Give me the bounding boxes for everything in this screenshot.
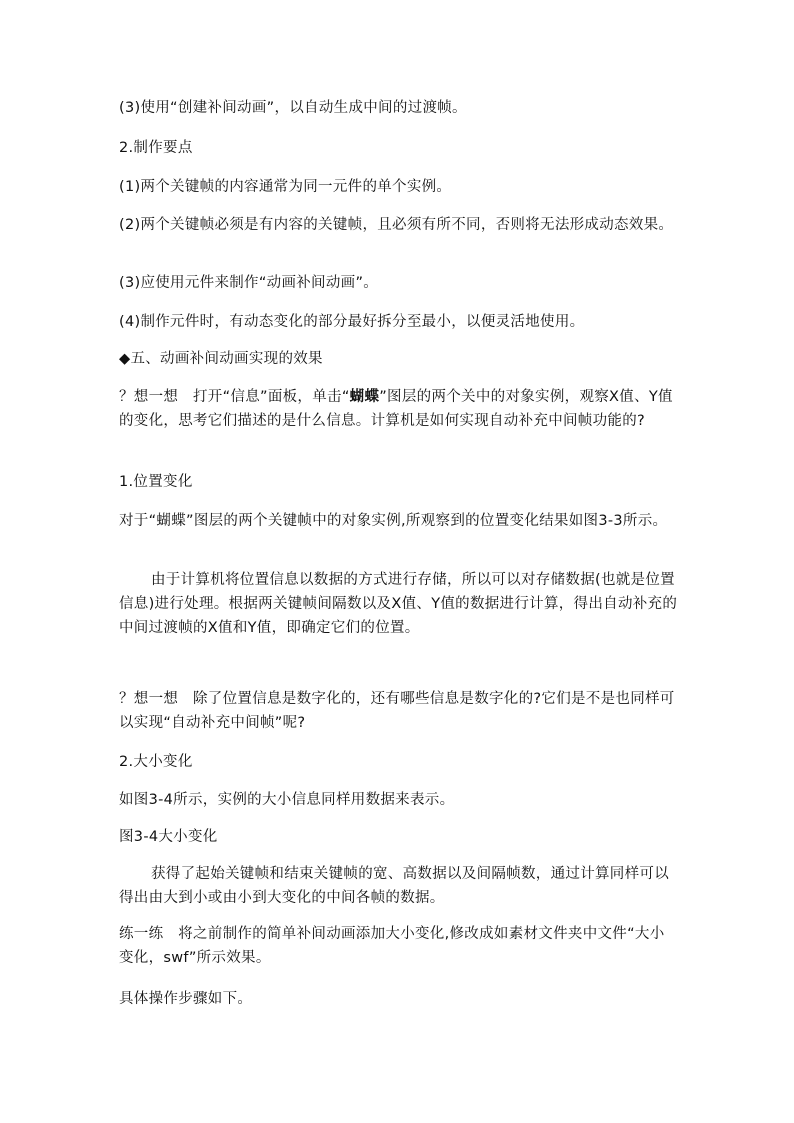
think-1-text-c: ”图层的两个关中的对象实例，观察X值、Y值的变化，思考它们描述的是什么信息。计算机是如何实现自动补充中间帧功能的? bbox=[119, 389, 673, 429]
paragraph-step-3: (3)使用“创建补间动画”，以自动生成中间的过渡帧。 bbox=[119, 100, 467, 116]
paragraph-point-2: (2)两个关键帧必须是有内容的关键帧，且必须有所不同，否则将无法形成动态效果。 bbox=[119, 217, 674, 233]
paragraph-position-result: 对于“蝴蝶”图层的两个关键帧中的对象实例,所观察到的位置变化结果如图3-3所示。 bbox=[119, 513, 668, 529]
paragraph-position-explain: 由于计算机将位置信息以数据的方式进行存储，所以可以对存储数据(也就是位置信息)进行处理。根据两关键帧间隔数以及X值、Y值的数据进行计算，得出自动补充的中间过渡帧的X值和Y值，即确定它们的位置。 bbox=[119, 572, 678, 636]
section-heading-five: ◆五、动画补间动画实现的效果 bbox=[119, 351, 323, 367]
heading-key-points: 2.制作要点 bbox=[119, 140, 193, 156]
think-1-text-a: ？想一想 打开“信息”面板，单击“ bbox=[119, 389, 350, 405]
paragraph-size-explain: 获得了起始关键帧和结束关键帧的宽、高数据以及间隔帧数，通过计算同样可以得出由大到小或由小到大变化的中间各帧的数据。 bbox=[119, 866, 669, 906]
figure-caption-3-4: 图3-4大小变化 bbox=[119, 829, 218, 845]
paragraph-think-1 bbox=[119, 385, 679, 433]
heading-size-change: 2.大小变化 bbox=[119, 754, 193, 770]
paragraph-point-4: (4)制作元件时，有动态变化的部分最好拆分至最小，以便灵活地使用。 bbox=[119, 314, 585, 330]
paragraph-point-3: (3)应使用元件来制作“动画补间动画”。 bbox=[119, 275, 379, 291]
paragraph-think-2: ？想一想 除了位置信息是数字化的，还有哪些信息是数字化的?它们是不是也同样可以实现“自动补充中间帧”呢? bbox=[119, 691, 675, 731]
think-1-bold-butterfly: 蝴蝶 bbox=[349, 389, 380, 405]
heading-position-change: 1.位置变化 bbox=[119, 474, 193, 490]
paragraph-steps-intro: 具体操作步骤如下。 bbox=[119, 991, 253, 1007]
paragraph-point-1: (1)两个关键帧的内容通常为同一元件的单个实例。 bbox=[119, 179, 452, 195]
paragraph-practice: 练一练 将之前制作的简单补间动画添加大小变化,修改成如素材文件夹中文件“大小变化，swf”所示效果。 bbox=[119, 926, 665, 966]
paragraph-size-figure-ref: 如图3-4所示，实例的大小信息同样用数据来表示。 bbox=[119, 792, 455, 808]
